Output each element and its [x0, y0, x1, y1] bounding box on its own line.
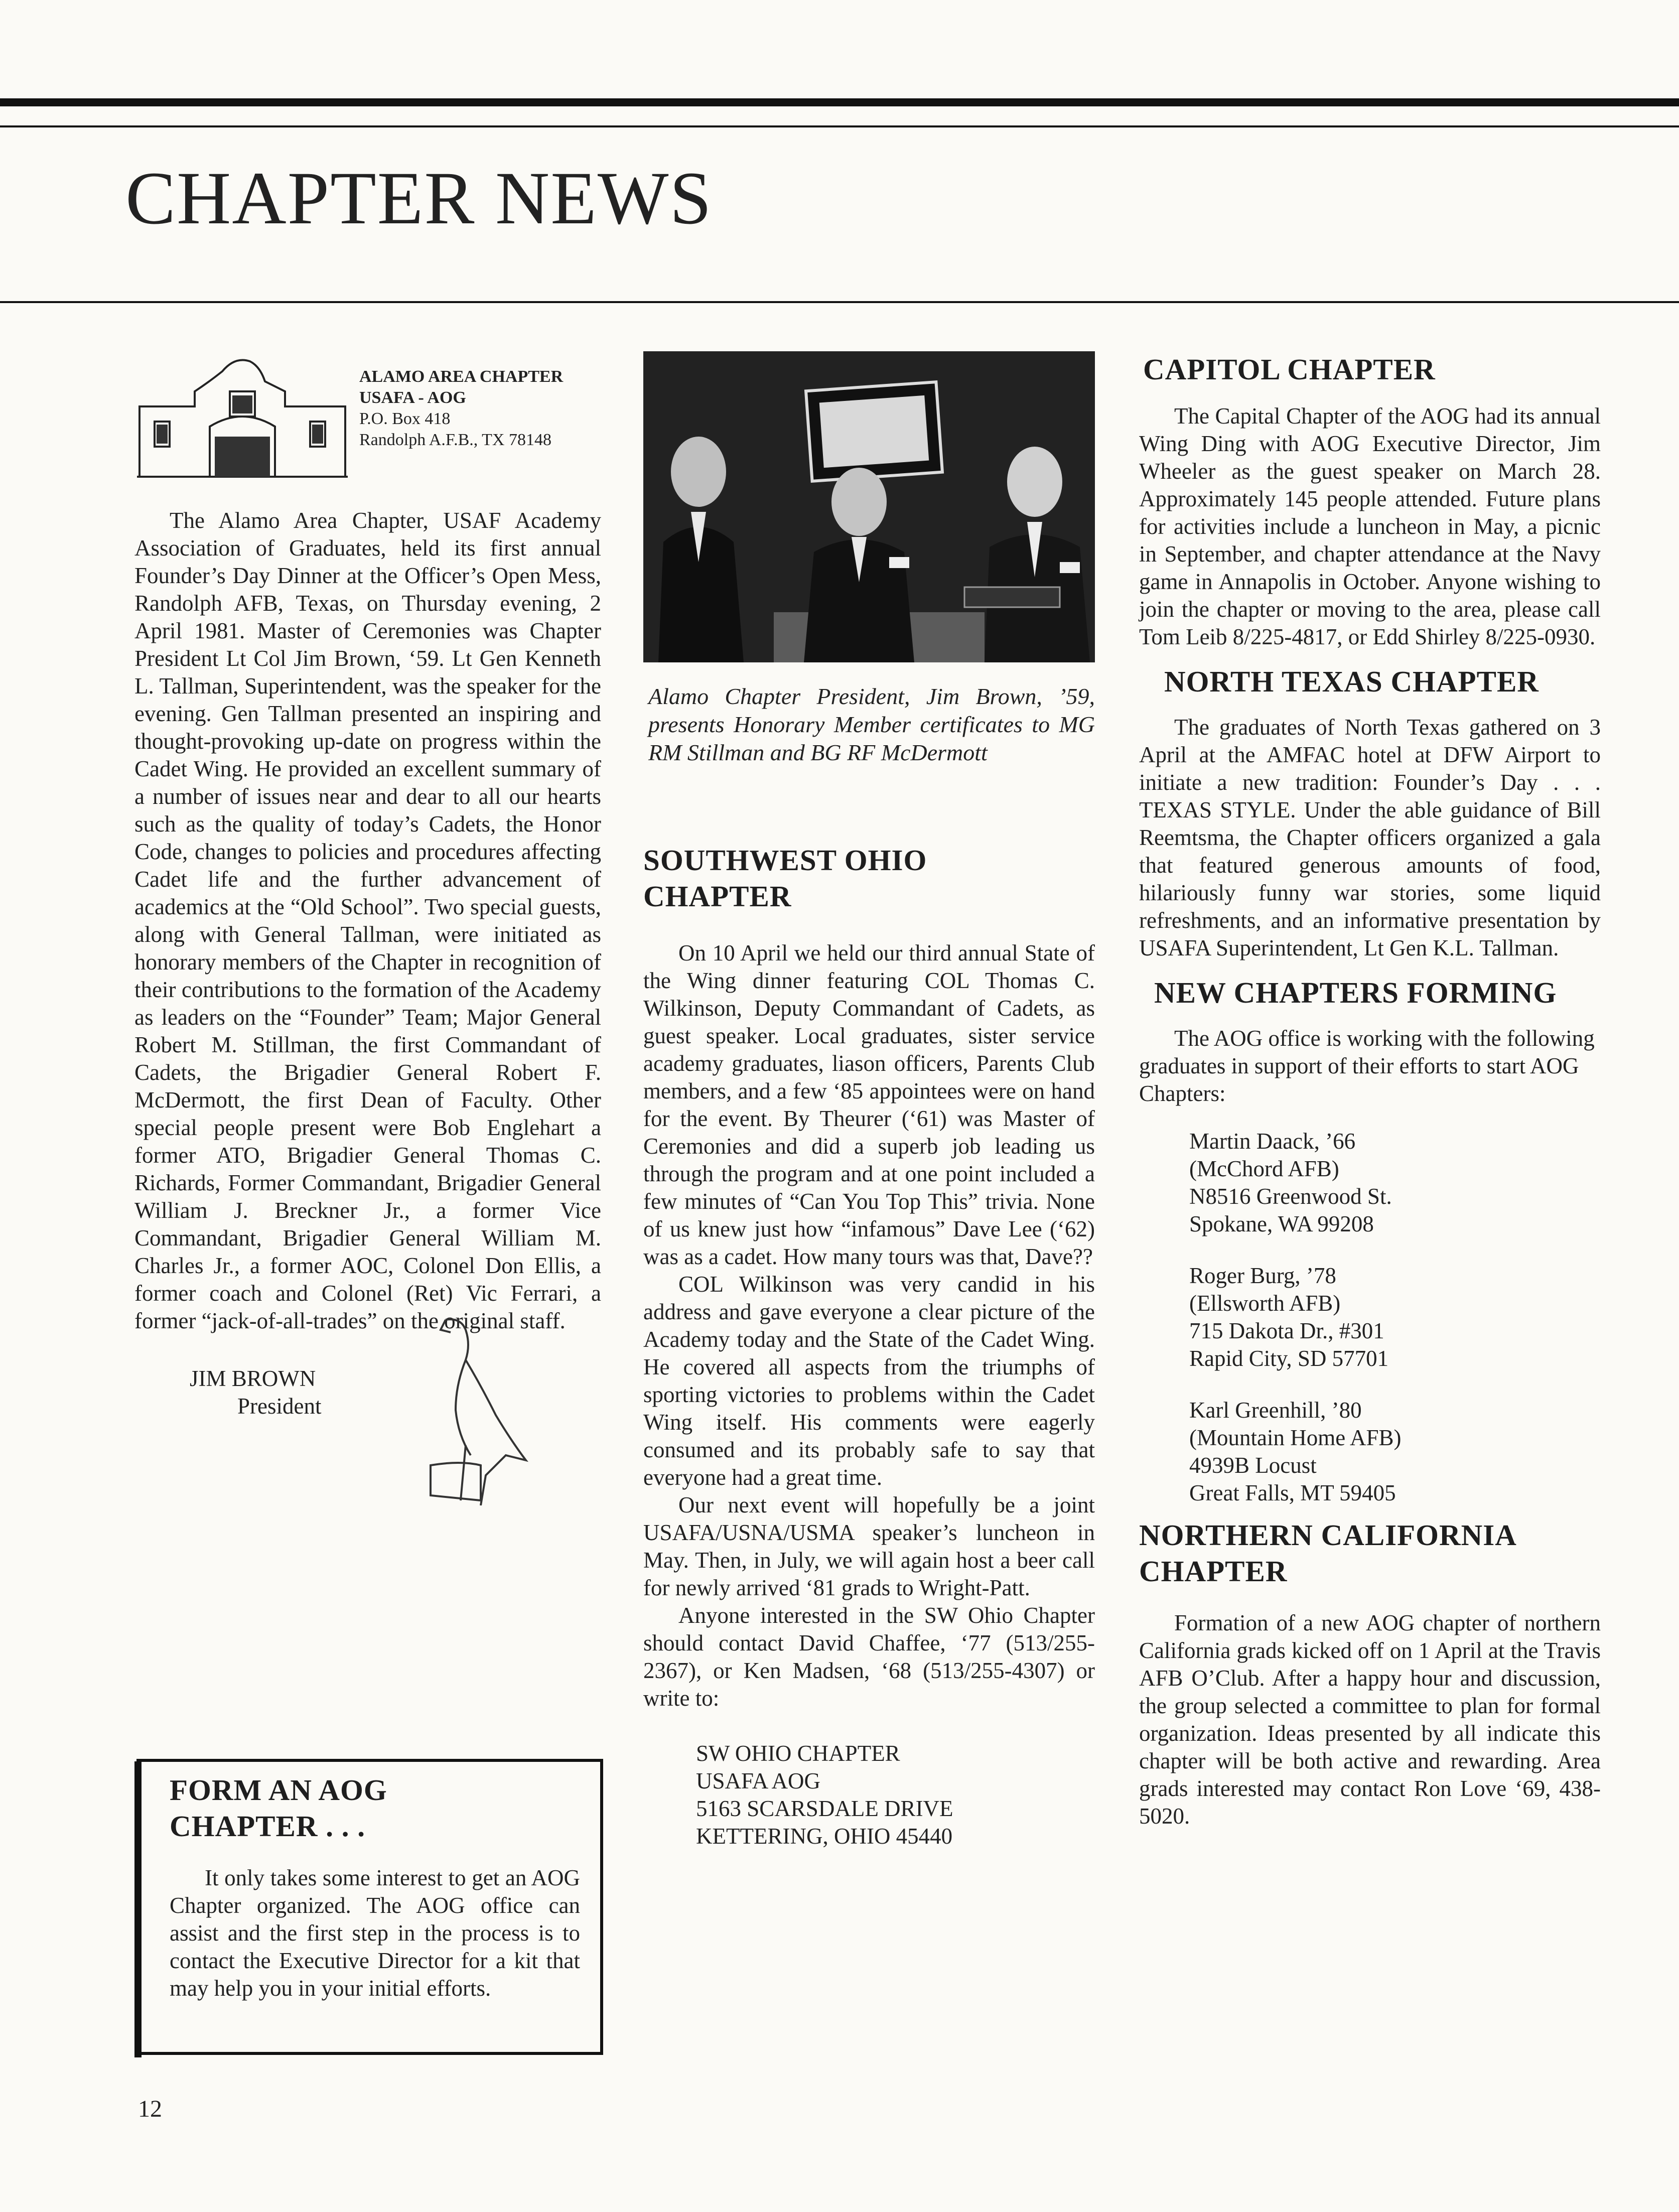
sw-ohio-address	[643, 1740, 1095, 1850]
new-chapters-heading: NEW CHAPTERS FORMING	[1154, 976, 1557, 1009]
north-texas-heading: NORTH TEXAS CHAPTER	[1164, 665, 1539, 698]
contact-city: Great Falls, MT 59405	[1189, 1480, 1396, 1505]
norcal-heading-line1: NORTHERN CALIFORNIA	[1139, 1518, 1517, 1552]
contact-entry	[1189, 1262, 1601, 1372]
top-thick-rule	[0, 98, 1679, 106]
alamo-header-line1: ALAMO AREA CHAPTER	[359, 367, 564, 386]
top-thin-rule	[0, 125, 1679, 127]
form-box-heading-line2: CHAPTER . . .	[170, 1810, 365, 1843]
contact-entry	[1189, 1397, 1601, 1507]
award-photo	[643, 351, 1095, 662]
sw-ohio-heading-line1: SOUTHWEST OHIO	[643, 844, 927, 877]
alamo-header-line3: P.O. Box 418	[359, 409, 451, 428]
contact-street: 715 Dakota Dr., #301	[1189, 1318, 1384, 1343]
sw-ohio-address-line1: SW OHIO CHAPTER	[696, 1741, 900, 1766]
contact-name: Roger Burg, ’78	[1189, 1263, 1336, 1288]
norcal-heading-line2: CHAPTER	[1139, 1555, 1288, 1588]
contact-city: Spokane, WA 99208	[1189, 1211, 1374, 1236]
sw-ohio-address-line3: 5163 SCARSDALE DRIVE	[696, 1796, 953, 1821]
alamo-header-line2: USAFA - AOG	[359, 388, 466, 407]
column-middle	[643, 351, 1095, 1850]
falcon-illustration-icon	[410, 1315, 541, 1505]
sw-ohio-paragraph-4: Anyone interested in the SW Ohio Chapter should contact David Chaffee, ‘77 (513/255-2367), or Ken Madsen, ‘68 (513/255-4307) or write to:	[643, 1603, 1095, 1711]
title-underline-rule	[0, 301, 1679, 303]
capitol-heading: CAPITOL CHAPTER	[1143, 353, 1436, 386]
alamo-body-text: The Alamo Area Chapter, USAF Academy Association of Graduates, held its first annual Founder’s Day Dinner at the Officer’s Open Mess, Randolph AFB, Texas, on Thursday evening, 2 April 1981. Master of Ceremonies was Chapter President Lt Col Jim Brown, ‘59. Lt Gen Kenneth L. Tallman, Superintendent, was the speaker for the evening. Gen Tallman presented an inspiring and thought-provoking up-date on progress within the Cadet Wing. He provided an excellent summary of a number of issues near and dear to all our hearts such as the quality of today’s Cadets, the Honor Code, changes to policies and procedures affecting Cadet life and the further advancement of academics at the “Old School”. Two special guests, along with General Tallman, were initiated as honorary members of the Chapter in recognition of their contributions to the formation of the Academy as leaders on the “Founder” Team; Major General Robert M. Stillman, the first Commandant of Cadets, the Brigadier General Robert F. McDermott, the first Dean of Faculty. Other special people present were Bob Englehart a former ATO, Brigadier General Thomas C. Richards, Former Commandant, Brigadier General William J. Breckner Jr., a former Vice Commandant, Brigadier General William M. Charles Jr., a former AOC, Colonel Don Ellis, a former coach and Colonel (Ret) Vic Ferrari, a former “jack-of-all-trades” on the original staff.	[134, 508, 601, 1333]
contact-street: 4939B Locust	[1189, 1453, 1317, 1478]
new-chapters-body-text: The AOG office is working with the following graduates in support of their efforts to start AOG Chapters:	[1139, 1026, 1595, 1106]
contact-entry	[1189, 1128, 1601, 1238]
signature-name: JIM BROWN	[190, 1366, 316, 1391]
form-box-body: It only takes some interest to get an AOG Chapter organized. The AOG office can assist and the first step in the process is to contact the Executive Director for a kit that may help you in your initial efforts.	[170, 1865, 580, 2001]
column-left	[134, 351, 601, 1551]
north-texas-body-text: The graduates of North Texas gathered on 3 April at the AMFAC hotel at DFW Airport to initiate a new tradition: Founder’s Day . . . TEXAS STYLE. Under the able guidance of Bill Reemtsma, the Chapter officers organized a gala that featured generous amounts of food, hilariously funny war stories, some liquid refreshments, and an informative presentation by USAFA Superintendent, Lt Gen K.L. Tallman.	[1139, 715, 1601, 960]
sw-ohio-heading-line2: CHAPTER	[643, 880, 792, 913]
page-title: CHAPTER NEWS	[125, 157, 713, 240]
contact-base: (Mountain Home AFB)	[1189, 1425, 1402, 1450]
sw-ohio-paragraph-3: Our next event will hopefully be a joint USAFA/USNA/USMA speaker’s luncheon in May. Then, in July, we will again host a beer call for newly arrived ‘81 grads to Wright-Patt.	[643, 1492, 1095, 1600]
contact-base: (McChord AFB)	[1189, 1156, 1339, 1181]
contact-city: Rapid City, SD 57701	[1189, 1346, 1389, 1371]
column-right	[1139, 351, 1601, 1830]
contact-base: (Ellsworth AFB)	[1189, 1291, 1341, 1316]
new-chapters-contacts	[1139, 1128, 1601, 1507]
signature-block	[134, 1360, 601, 1551]
sw-ohio-paragraph-1: On 10 April we held our third annual State of the Wing dinner featuring COL Thomas C. Wilkinson, Deputy Commandant of Cadets, as guest speaker. Local graduates, sister service academy graduates, liason officers, Parents Club members, and a few ‘85 appointees were on hand for the event. By Theurer (‘61) was Master of Ceremonies and did a superb job leading us through the program and at one point included a few minutes of “Can You Top This” trivia. None of us knew just how “infamous” Dave Lee (‘62) was as a cadet. How many tours was that, Dave??	[643, 940, 1095, 1269]
signature-title: President	[237, 1394, 322, 1419]
photo-caption: Alamo Chapter President, Jim Brown, ’59, presents Honorary Member certificates to MG RM Stillman and BG RF McDermott	[648, 683, 1095, 765]
norcal-body-text: Formation of a new AOG chapter of northern California grads kicked off on 1 April at the Travis AFB O’Club. After a happy hour and discussion, the group selected a committee to plan for formal organization. Ideas presented by all indicate this chapter will be both active and rewarding. Area grads interested may contact Ron Love ‘69, 438-5020.	[1139, 1610, 1601, 1829]
alamo-mission-icon	[134, 351, 350, 482]
contact-name: Karl Greenhill, ’80	[1189, 1398, 1362, 1423]
sw-ohio-paragraph-2: COL Wilkinson was very candid in his address and gave everyone a clear picture of the Academy today and the State of the Cadet Wing. He covered all aspects from the triumphs of sporting victories to problems within the Cadet Wing itself. His comments were eagerly consumed and its probably safe to say that everyone had a great time.	[643, 1272, 1095, 1490]
contact-street: N8516 Greenwood St.	[1189, 1184, 1392, 1209]
sw-ohio-address-line2: USAFA AOG	[696, 1768, 820, 1793]
capitol-body-text: The Capital Chapter of the AOG had its annual Wing Ding with AOG Executive Director, Jim Wheeler as the guest speaker on March 28. Approximately 145 people attended. Future plans for activities include a luncheon in May, a picnic in September, and chapter attendance at the Navy game in Annapolis in October. Anyone wishing to join the chapter or moving to the area, please call Tom Leib 8/225-4817, or Edd Shirley 8/225-0930.	[1139, 403, 1601, 649]
alamo-chapter-header	[134, 351, 601, 487]
form-box-heading-line1: FORM AN AOG	[170, 1773, 387, 1807]
alamo-header-line4: Randolph A.F.B., TX 78148	[359, 431, 551, 449]
sw-ohio-address-line4: KETTERING, OHIO 45440	[696, 1824, 953, 1849]
page-number: 12	[138, 2096, 162, 2122]
form-aog-chapter-box	[136, 1759, 603, 2055]
contact-name: Martin Daack, ’66	[1189, 1129, 1356, 1154]
